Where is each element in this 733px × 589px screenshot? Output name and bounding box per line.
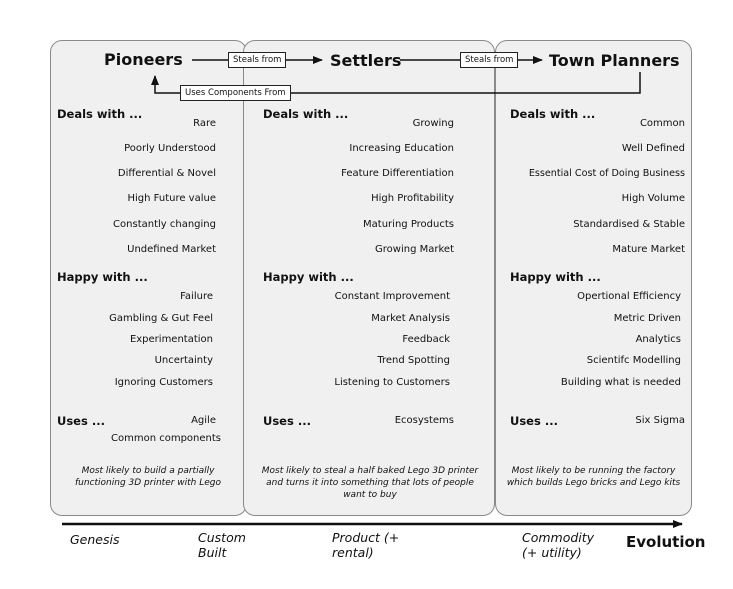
uses-components-from-tag: Uses Components From: [180, 85, 291, 101]
steals-from-tag-1: Steals from: [228, 52, 286, 68]
pioneers-title: Pioneers: [104, 50, 183, 69]
town-planners-happy-item: Analytics: [635, 334, 681, 345]
steals-from-tag-2: Steals from: [460, 52, 518, 68]
pioneers-deals-item: Differential & Novel: [117, 168, 216, 179]
axis-stage-commodity: Commodity (+ utility): [522, 530, 595, 560]
pioneers-uses-item: Common components: [111, 433, 221, 444]
settlers-uses-item: Ecosystems: [394, 415, 454, 426]
pioneers-happy-item: Experimentation: [129, 334, 213, 345]
settlers-happy-item: Trend Spotting: [377, 355, 450, 366]
settlers-deals-item: Increasing Education: [349, 143, 454, 154]
town-planners-deals-item: Essential Cost of Doing Business: [528, 168, 685, 179]
town-planners-deals-header: Deals with ...: [510, 107, 596, 121]
town-planners-happy-header: Happy with ...: [510, 270, 601, 284]
settlers-happy-item: Listening to Customers: [334, 377, 450, 388]
evolution-label: Evolution: [626, 533, 706, 551]
pioneers-deals-item: High Future value: [127, 193, 216, 204]
town-planners-deals-item: Common: [639, 118, 685, 129]
pioneers-deals-item: Undefined Market: [127, 244, 216, 255]
settlers-deals-item: Feature Differentiation: [341, 168, 454, 179]
pioneers-note: Most likely to build a partially functioning 3D printer with Lego: [74, 466, 222, 488]
town-planners-happy-item: Metric Driven: [613, 313, 681, 324]
pioneers-deals-item: Constantly changing: [113, 219, 216, 230]
settlers-happy-item: Constant Improvement: [334, 291, 450, 302]
settlers-uses-header: Uses ...: [263, 414, 311, 428]
settlers-happy-item: Market Analysis: [371, 313, 450, 324]
town-planners-happy-item: Building what is needed: [560, 377, 681, 388]
pioneers-happy-item: Uncertainty: [154, 355, 213, 366]
town-planners-note: Most likely to be running the factory which builds Lego bricks and Lego kits: [506, 466, 681, 488]
settlers-title: Settlers: [330, 51, 402, 70]
settlers-deals-header: Deals with ...: [263, 107, 349, 121]
axis-stage-product: Product (+ rental): [332, 530, 400, 560]
settlers-happy-item: Feedback: [402, 334, 450, 345]
town-planners-uses-item: Six Sigma: [635, 415, 685, 426]
settlers-deals-item: Growing: [412, 118, 454, 129]
town-planners-happy-item: Opertional Efficiency: [577, 291, 681, 302]
town-planners-deals-item: Well Defined: [621, 143, 685, 154]
pioneers-deals-item: Rare: [193, 118, 216, 129]
pioneers-happy-item: Failure: [180, 291, 213, 302]
pioneers-happy-item: Ignoring Customers: [114, 377, 213, 388]
settlers-happy-header: Happy with ...: [263, 270, 354, 284]
town-planners-deals-item: Mature Market: [612, 244, 685, 255]
town-planners-deals-item: Standardised & Stable: [573, 219, 685, 230]
settlers-deals-item: Maturing Products: [363, 219, 454, 230]
settlers-deals-item: Growing Market: [375, 244, 454, 255]
pioneers-uses-item: Agile: [191, 415, 216, 426]
pioneers-deals-header: Deals with ...: [57, 107, 143, 121]
pioneers-deals-item: Poorly Understood: [124, 143, 216, 154]
town-planners-happy-item: Scientifc Modelling: [586, 355, 681, 366]
axis-stage-custom-built: Custom Built: [198, 530, 246, 560]
axis-stage-genesis: Genesis: [70, 532, 120, 547]
pioneers-happy-item: Gambling & Gut Feel: [109, 313, 213, 324]
settlers-deals-item: High Profitability: [371, 193, 454, 204]
pioneers-uses-header: Uses ...: [57, 414, 105, 428]
town-planners-uses-header: Uses ...: [510, 414, 558, 428]
town-planners-deals-item: High Volume: [621, 193, 685, 204]
pioneers-happy-header: Happy with ...: [57, 270, 148, 284]
settlers-note: Most likely to steal a half baked Lego 3D printer and turns it into something that lots of people want to buy: [261, 466, 479, 500]
town-planners-title: Town Planners: [549, 51, 680, 70]
